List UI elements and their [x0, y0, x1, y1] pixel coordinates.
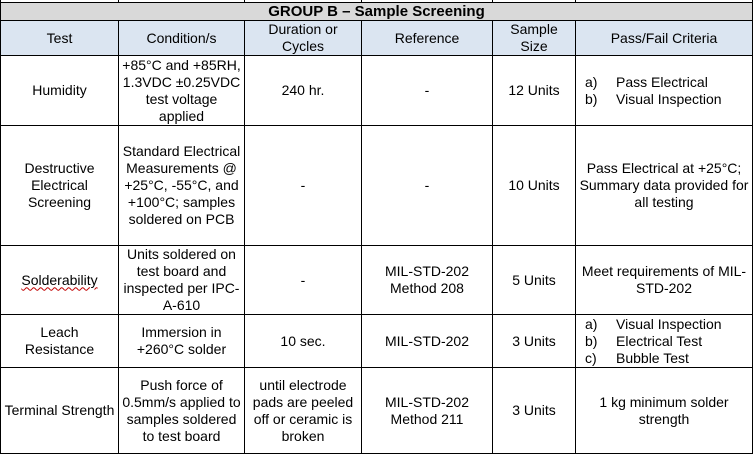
duration-cell: -	[245, 246, 362, 315]
test-cell	[1, 246, 119, 315]
table-row	[1, 246, 753, 315]
column-header-conditions: Condition/s	[119, 21, 245, 56]
criteria-list	[579, 316, 749, 367]
reference-cell: -	[362, 56, 493, 126]
table-row	[1, 368, 753, 454]
condition-cell: Immersion in +260°C solder	[119, 315, 245, 368]
reference-cell: MIL-STD-202 Method 208	[362, 246, 493, 315]
column-header-sample-size: Sample Size	[493, 21, 576, 56]
test-cell: Terminal Strength	[1, 368, 119, 454]
criteria-cell	[576, 56, 753, 126]
condition-cell: Units soldered on test board and inspected per IPC-A-610	[119, 246, 245, 315]
duration-cell: 240 hr.	[245, 56, 362, 126]
criteria-list	[579, 74, 749, 108]
criteria-cell: Meet requirements of MIL-STD-202	[576, 246, 753, 315]
test-cell: Leach Resistance	[1, 315, 119, 368]
sample-size-cell: 3 Units	[493, 368, 576, 454]
group-header-row	[1, 3, 753, 21]
sample-size-cell: 5 Units	[493, 246, 576, 315]
criteria-item: a) Visual Inspection	[585, 315, 722, 332]
reference-cell: MIL-STD-202 Method 211	[362, 368, 493, 454]
duration-cell: until electrode pads are peeled off or ceramic is broken	[245, 368, 362, 454]
duration-cell: -	[245, 126, 362, 246]
table-row	[1, 315, 753, 368]
reference-cell: MIL-STD-202	[362, 315, 493, 368]
condition-cell: Push force of 0.5mm/s applied to samples soldered to test board	[119, 368, 245, 454]
table-row	[1, 56, 753, 126]
column-header-row	[1, 21, 753, 56]
condition-cell: Standard Electrical Measurements @ +25°C, -55°C, and +100°C; samples soldered on PCB	[119, 126, 245, 246]
table-row	[1, 126, 753, 246]
criteria-item: a) Pass Electrical	[585, 73, 708, 90]
column-header-criteria: Pass/Fail Criteria	[576, 21, 753, 56]
column-header-reference: Reference	[362, 21, 493, 56]
test-cell: Humidity	[1, 56, 119, 126]
group-title: GROUP B – Sample Screening	[1, 3, 753, 21]
criteria-cell: Pass Electrical at +25°C; Summary data provided for all testing	[576, 126, 753, 246]
column-header-test: Test	[1, 21, 119, 56]
criteria-item: c) Bubble Test	[585, 349, 689, 366]
reference-cell: -	[362, 126, 493, 246]
sample-size-cell: 12 Units	[493, 56, 576, 126]
criteria-item: b) Electrical Test	[585, 332, 703, 349]
criteria-cell: 1 kg minimum solder strength	[576, 368, 753, 454]
test-name: Solderability	[21, 271, 98, 288]
duration-cell: 10 sec.	[245, 315, 362, 368]
sample-size-cell: 3 Units	[493, 315, 576, 368]
criteria-item: b) Visual Inspection	[585, 90, 722, 107]
sample-size-cell: 10 Units	[493, 126, 576, 246]
criteria-cell	[576, 315, 753, 368]
column-header-duration: Duration or Cycles	[245, 21, 362, 56]
condition-cell: +85°C and +85RH, 1.3VDC ±0.25VDC test voltage applied	[119, 56, 245, 126]
test-cell: Destructive Electrical Screening	[1, 126, 119, 246]
